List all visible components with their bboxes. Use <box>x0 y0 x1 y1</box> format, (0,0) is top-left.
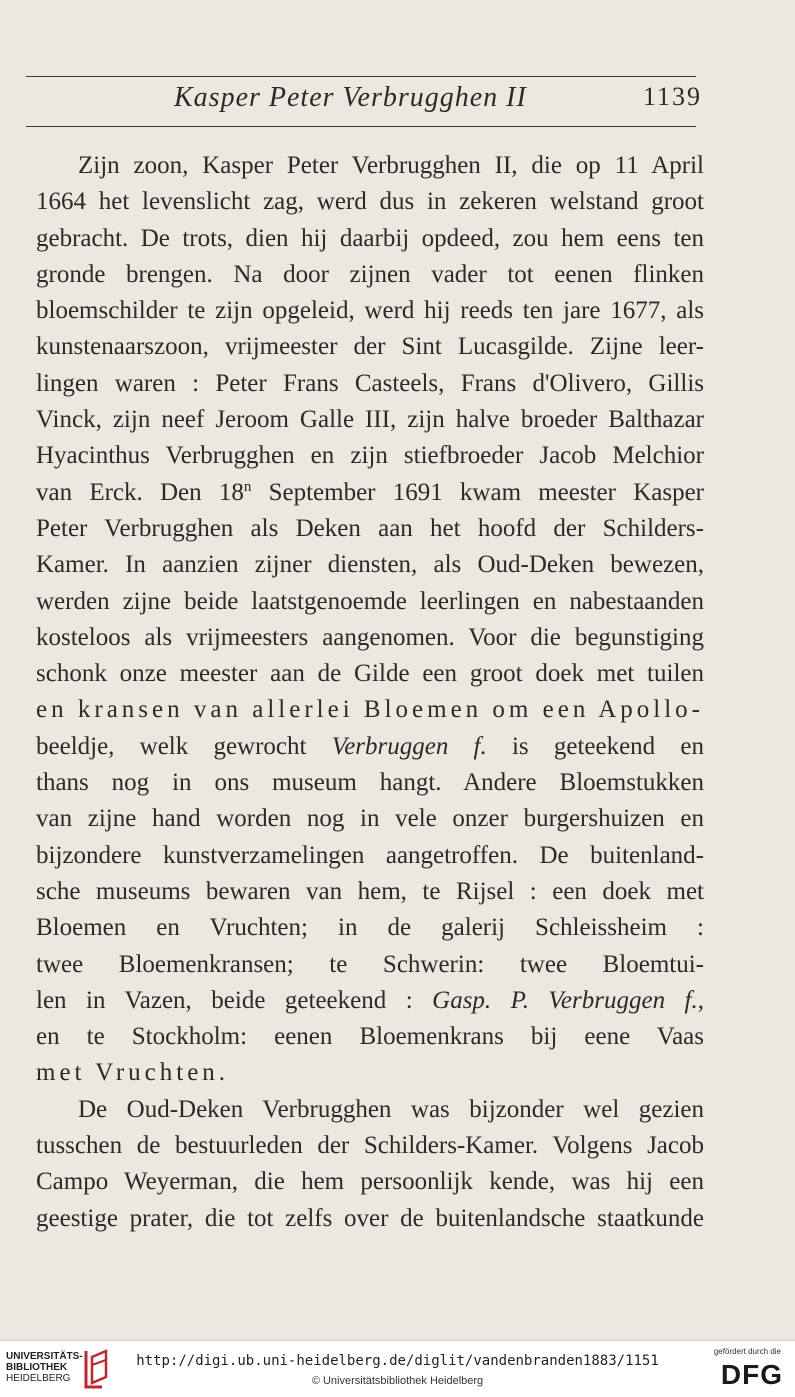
permalink-url[interactable]: http://digi.ub.uni-heidelberg.de/diglit/vandenbranden1883/1151 <box>136 1353 659 1369</box>
library-footer <box>0 1340 795 1397</box>
text-segment: beeldje, welk gewrocht <box>36 732 307 760</box>
text-line: en te Stockholm: eenen Bloemenkrans bij eene Vaas <box>36 1023 704 1051</box>
text-line: Kamer. In aanzien zijner diensten, als Oud-Deken bewezen, <box>36 551 704 579</box>
italic-signature: Verbruggen f. <box>331 732 487 760</box>
text-line: tusschen de bestuurleden der Schilders-Kamer. Volgens Jacob <box>36 1132 704 1160</box>
body-text <box>36 148 704 1237</box>
copyright-notice: © Universitätsbibliothek Heidelberg <box>311 1375 484 1387</box>
text-segment: van Erck. Den 18 <box>36 478 244 506</box>
text-line: 1664 het levenslicht zag, werd dus in zekeren welstand groot <box>36 188 704 216</box>
text-line <box>36 983 704 1019</box>
text-line: bijzondere kunstverzamelingen aangetroffen. De buitenland- <box>36 841 704 869</box>
text-line <box>36 729 704 765</box>
text-line: van zijne hand worden nog in vele onzer burgershuizen en <box>36 805 704 833</box>
library-name-line: UNIVERSITÄTS- <box>6 1351 83 1362</box>
funding-note: gefördert durch die <box>713 1347 781 1356</box>
text-line: Vinck, zijn neef Jeroom Galle III, zijn halve broeder Balthazar <box>36 406 704 434</box>
text-line: kosteloos als vrijmeesters aangenomen. Voor die begunstiging <box>36 623 704 651</box>
page-number: 1139 <box>642 82 702 111</box>
text-line: Hyacinthus Verbrugghen en zijn stiefbroeder Jacob Melchior <box>36 442 704 470</box>
text-line: lingen waren : Peter Frans Casteels, Frans d'Olivero, Gillis <box>36 369 704 397</box>
text-line: kunstenaarszoon, vrijmeester der Sint Lucasgilde. Zijne leer- <box>36 333 704 361</box>
text-segment: is geteekend en <box>486 732 704 760</box>
text-line: De Oud-Deken Verbrugghen was bijzonder wel gezien <box>78 1095 704 1123</box>
header-rule-top <box>26 76 696 77</box>
header-rule-bottom <box>26 126 696 127</box>
text-segment: len in Vazen, beide geteekend : <box>36 986 413 1014</box>
text-line: gronde brengen. Na door zijnen vader tot eenen flinken <box>36 260 704 288</box>
text-line: schonk onze meester aan de Gilde een groot doek met tuilen <box>36 660 704 688</box>
library-name-line: BIBLIOTHEK <box>6 1362 68 1373</box>
text-line: bloemschilder te zijn opgeleid, werd hij reeds ten jare 1677, als <box>36 297 704 325</box>
page-header <box>26 82 702 122</box>
library-name-line: HEIDELBERG <box>6 1373 71 1384</box>
dfg-logo: DFG <box>720 1359 783 1390</box>
text-line: gebracht. De trots, dien hij daarbij opdeed, zou hem eens ten <box>36 224 704 252</box>
text-line: twee Bloemenkransen; te Schwerin: twee Bloemtui- <box>36 950 704 978</box>
running-title: Kasper Peter Verbrugghen II <box>174 82 527 113</box>
text-line: geestige prater, die tot zelfs over de buitenlandsche staatkunde <box>36 1204 704 1232</box>
text-line: thans nog in ons museum hangt. Andere Bloemstukken <box>36 769 704 797</box>
text-line: en kransen van allerlei Bloemen om een Apollo- <box>36 696 704 724</box>
text-segment: September 1691 kwam meester Kasper <box>251 478 704 506</box>
text-line: Bloemen en Vruchten; in de galerij Schleissheim : <box>36 914 704 942</box>
text-line: sche museums bewaren van hem, te Rijsel : een doek met <box>36 877 704 905</box>
text-line: Zijn zoon, Kasper Peter Verbrugghen II, die op 11 April <box>78 152 704 179</box>
text-line: Peter Verbrugghen als Deken aan het hoofd der Schilders- <box>36 514 704 542</box>
text-line: werden zijne beide laatstgenoemde leerlingen en nabestaanden <box>36 587 704 615</box>
text-line: Campo Weyerman, die hem persoonlijk kende, was hij een <box>36 1168 704 1196</box>
superscript: n <box>243 478 252 495</box>
text-line: met Vruchten. <box>36 1059 230 1087</box>
text-segment: , <box>697 986 704 1014</box>
text-line <box>36 475 704 511</box>
italic-signature: Gasp. P. Verbruggen f. <box>432 986 698 1014</box>
